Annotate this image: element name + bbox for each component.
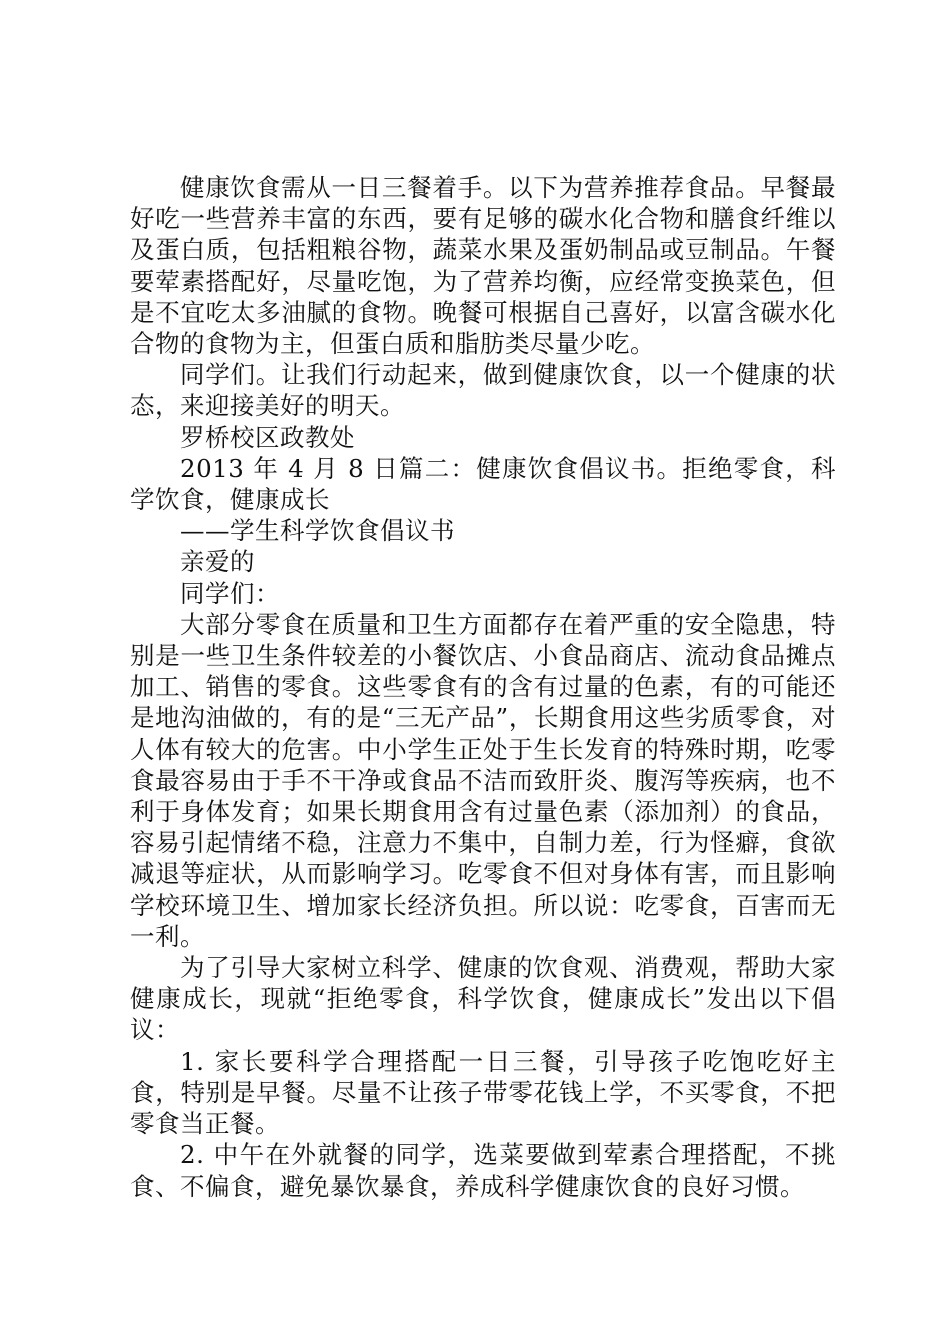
document-body: [130, 172, 836, 1202]
paragraph-call-to-action: 同学们。让我们行动起来，做到健康饮食，以一个健康的状态，来迎接美好的明天。: [130, 360, 836, 421]
proposal-item-2: 2. 中午在外就餐的同学，选菜要做到荤素合理搭配，不挑食、不偏食，避免暴饮暴食，养成科学健康饮食的良好习惯。: [130, 1140, 836, 1201]
proposal-item-1: 1. 家长要科学合理搭配一日三餐，引导孩子吃饱吃好主食，特别是早餐。尽量不让孩子带零花钱上学，不买零食，不把零食当正餐。: [130, 1046, 836, 1139]
salutation-dear: 亲爱的: [180, 547, 255, 577]
subtitle: ——学生科学饮食倡议书: [180, 516, 455, 546]
salutation-students: 同学们：: [180, 578, 280, 608]
paragraph-snack-hazards: 大部分零食在质量和卫生方面都存在着严重的安全隐患，特别是一些卫生条件较差的小餐饮店、小食品商店、流动食品摊点加工、销售的零食。这些零食有的含有过量的色素，有的可能还是地沟油做的，有的是“三无产品”，长期食用这些劣质零食，对人体有较大的危害。中小学生正处于生长发育的特殊时期，吃零食最容易由于手不干净或食品不洁而致肝炎、腹泻等疾病，也不利于身体发育；如果长期食用含有过量色素（添加剂）的食品，容易引起情绪不稳，注意力不集中，自制力差，行为怪癖，食欲减退等症状，从而影响学习。吃零食不但对身体有害，而且影响学校环境卫生、增加家长经济负担。所以说：吃零食，百害而无一利。: [130, 609, 836, 951]
signature-office: 罗桥校区政教处: [180, 422, 355, 452]
paragraph-healthy-meals: 健康饮食需从一日三餐着手。以下为营养推荐食品。早餐最好吃一些营养丰富的东西，要有足够的碳水化合物和膳食纤维以及蛋白质，包括粗粮谷物，蔬菜水果及蛋奶制品或豆制品。午餐要荤素搭配好，尽量吃饱，为了营养均衡，应经常变换菜色，但是不宜吃太多油腻的食物。晚餐可根据自己喜好，以富含碳水化合物的食物为主，但蛋白质和脂肪类尽量少吃。: [130, 173, 836, 359]
date-and-title: 2013 年 4 月 8 日篇二：健康饮食倡议书。拒绝零食，科学饮食，健康成长: [130, 453, 836, 515]
paragraph-proposal-intro: 为了引导大家树立科学、健康的饮食观、消费观，帮助大家健康成长，现就“拒绝零食，科学饮食，健康成长”发出以下倡议：: [130, 953, 836, 1045]
